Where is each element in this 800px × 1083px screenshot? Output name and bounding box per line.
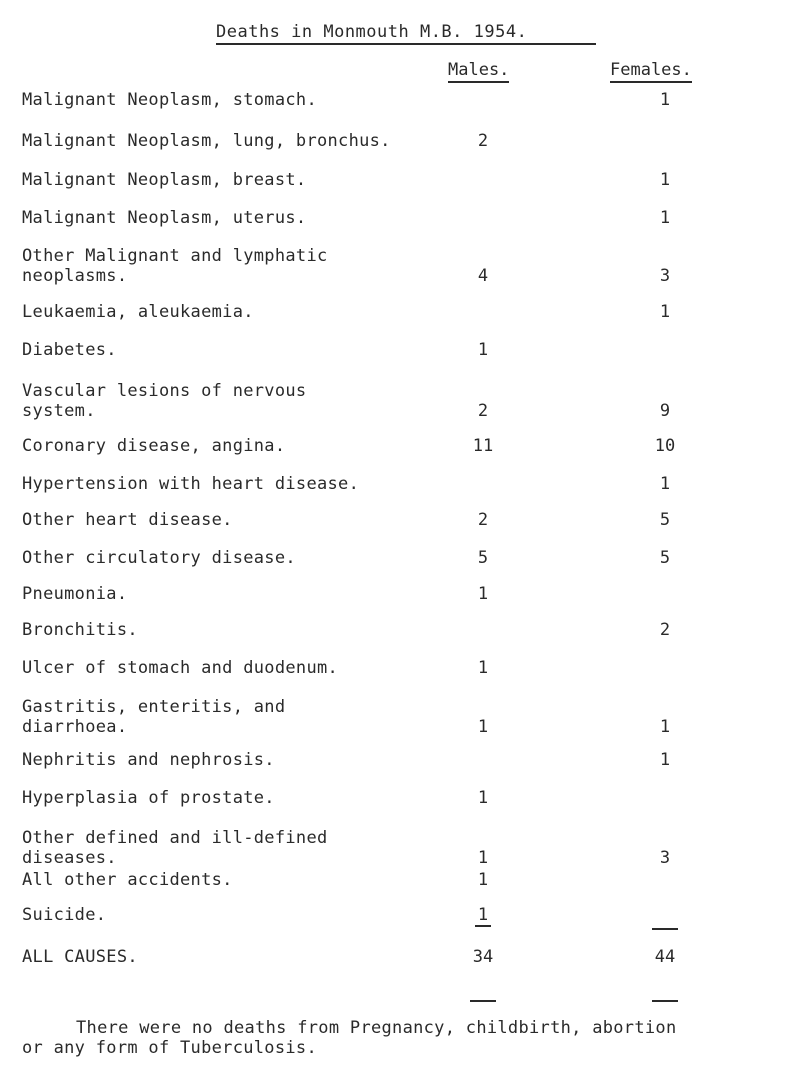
males-value: 4 xyxy=(477,266,489,286)
cause-label: Leukaemia, aleukaemia. xyxy=(22,302,254,322)
females-value: 1 xyxy=(659,717,671,737)
cause-label: Pneumonia. xyxy=(22,584,128,604)
females-value: 9 xyxy=(659,401,671,421)
cause-label: Diabetes. xyxy=(22,340,117,360)
footnote-line-2: or any form of Tuberculosis. xyxy=(22,1038,317,1058)
females-value: 5 xyxy=(659,548,671,568)
footnote xyxy=(22,1018,792,1058)
females-value: 2 xyxy=(659,620,671,640)
total-females: 44 xyxy=(654,947,676,967)
cause-label: Other circulatory disease. xyxy=(22,548,296,568)
cause-label: Suicide. xyxy=(22,905,107,925)
cause-label: Malignant Neoplasm, lung, bronchus. xyxy=(22,131,391,151)
females-value: 5 xyxy=(659,510,671,530)
cause-label: Bronchitis. xyxy=(22,620,138,640)
males-value: 1 xyxy=(477,658,489,678)
cause-label: Ulcer of stomach and duodenum. xyxy=(22,658,339,678)
cause-label: Other defined and ill-defined diseases. xyxy=(22,828,328,868)
males-value: 1 xyxy=(477,848,489,868)
total-underline-females xyxy=(652,928,678,930)
females-value: 1 xyxy=(659,90,671,110)
males-value: 1 xyxy=(477,717,489,737)
cause-label: Gastritis, enteritis, and diarrhoea. xyxy=(22,697,286,737)
cause-label: Other Malignant and lymphatic neoplasms. xyxy=(22,246,328,286)
cause-label: Nephritis and nephrosis. xyxy=(22,750,275,770)
females-value: 1 xyxy=(659,474,671,494)
cause-label: Malignant Neoplasm, breast. xyxy=(22,170,307,190)
females-value: 1 xyxy=(659,750,671,770)
cause-label: Coronary disease, angina. xyxy=(22,436,286,456)
males-value: 1 xyxy=(477,788,489,808)
males-value: 2 xyxy=(477,510,489,530)
total-label: ALL CAUSES. xyxy=(22,947,138,967)
males-value: 1 xyxy=(477,870,489,890)
females-value: 10 xyxy=(654,436,676,456)
cause-label: Malignant Neoplasm, uterus. xyxy=(22,208,307,228)
total-males: 34 xyxy=(472,947,494,967)
males-value xyxy=(463,905,503,925)
males-value: 11 xyxy=(472,436,494,456)
total-double-rule-males xyxy=(470,1000,496,1002)
cause-label: Other heart disease. xyxy=(22,510,233,530)
males-value: 5 xyxy=(477,548,489,568)
males-value: 1 xyxy=(477,340,489,360)
total-double-rule-females xyxy=(652,1000,678,1002)
cause-label: Hyperplasia of prostate. xyxy=(22,788,275,808)
females-value: 1 xyxy=(659,302,671,322)
females-value: 1 xyxy=(659,170,671,190)
females-value: 3 xyxy=(659,266,671,286)
page-title: Deaths in Monmouth M.B. 1954. xyxy=(216,22,596,45)
males-value: 1 xyxy=(477,584,489,604)
cause-label: Malignant Neoplasm, stomach. xyxy=(22,90,317,110)
cause-label: Hypertension with heart disease. xyxy=(22,474,360,494)
males-value: 2 xyxy=(477,131,489,151)
females-value: 3 xyxy=(659,848,671,868)
column-header-males: Males. xyxy=(448,60,509,83)
column-header-females: Females. xyxy=(610,60,692,83)
males-value: 2 xyxy=(477,401,489,421)
cause-label: All other accidents. xyxy=(22,870,233,890)
subtotal-underline: 1 xyxy=(475,905,491,927)
footnote-line-1: There were no deaths from Pregnancy, childbirth, abortion xyxy=(76,1018,677,1038)
females-value: 1 xyxy=(659,208,671,228)
cause-label: Vascular lesions of nervous system. xyxy=(22,381,307,421)
